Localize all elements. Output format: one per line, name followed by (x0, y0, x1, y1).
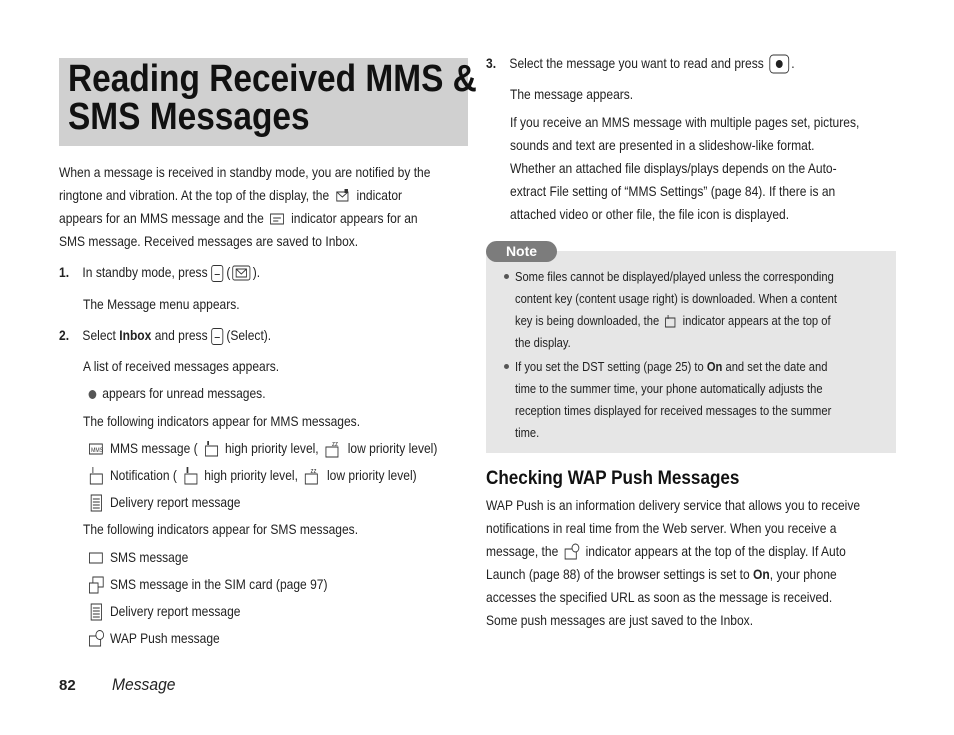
wap-paragraph (486, 494, 921, 632)
center-key-icon (769, 54, 790, 74)
note-label: Note (486, 241, 557, 262)
note-line: time. (515, 425, 540, 440)
step-1: 1. In standby mode, press ( ). (59, 264, 261, 280)
note-line: key is being downloaded, the indicator appears at the top of (515, 313, 831, 328)
bullet-icon (504, 274, 509, 279)
wap-push-icon (88, 629, 105, 649)
step-3-line: Whether an attached file displays/plays depends on the Auto- (510, 160, 837, 176)
wap-push-icon (563, 543, 580, 561)
mms-notify-icon (334, 188, 351, 204)
wap-line: notifications in real time from the Web server. When you receive a (486, 520, 837, 536)
intro-line: SMS message. Received messages are saved to Inbox. (59, 233, 359, 249)
delivery-report-icon (88, 493, 105, 513)
intro-line: ringtone and vibration. At the top of the display, the indicator (59, 187, 403, 203)
step-3-paragraph (510, 111, 916, 226)
note-line: If you set the DST setting (page 25) to On and set the date and (515, 359, 828, 374)
unread-dot-icon (88, 389, 97, 400)
step-3-line: If you receive an MMS message with multiple pages set, pictures, (510, 114, 860, 130)
svg-text:zz: zz (310, 467, 317, 476)
note-line: content key (content usage right) is downloaded. When a content (515, 291, 837, 306)
note-line: the display. (515, 335, 571, 350)
mms-indicators-intro: The following indicators appear for MMS messages. (83, 413, 361, 429)
soft-key-icon (211, 328, 223, 345)
wap-line: accesses the specified URL as soon as the message is received. (486, 589, 833, 605)
note-line: Some files cannot be displayed/played unless the corresponding (515, 269, 834, 284)
sms-indicators-intro: The following indicators appear for SMS messages. (83, 521, 359, 537)
note-line: time to the summer time, your phone automatically adjusts the (515, 381, 823, 396)
step-3: 3. Select the message you want to read and press . (486, 52, 795, 75)
sim-card-icon (88, 575, 105, 595)
page-title: Reading Received MMS & SMS Messages (68, 58, 477, 138)
wap-line: message, the indicator appears at the top of the display. If Auto (486, 540, 860, 563)
step-2: 2. Select Inbox and press (Select). (59, 327, 272, 343)
mail-key-icon (232, 265, 251, 281)
notification-row: Notification ( high priority level, zz low priority level) (86, 464, 417, 487)
note-line: reception times displayed for received messages to the summer (515, 403, 832, 418)
mms-message-row: MMS MMS message ( high priority level, zz low priority level) (86, 437, 437, 460)
content-key-download-icon (664, 314, 678, 330)
unread-line: appears for unread messages. (86, 382, 266, 405)
delivery-report-icon (88, 602, 105, 622)
section-heading: Checking WAP Push Messages (486, 468, 740, 489)
mms-high-priority-icon (203, 440, 220, 458)
sms-sim-row: SMS message in the SIM card (page 97) (86, 573, 327, 596)
svg-text:MMS: MMS (91, 448, 104, 455)
wap-push-row: WAP Push message (86, 627, 220, 650)
notification-low-priority-icon (303, 466, 322, 486)
mms-delivery-report-row: Delivery report message (86, 491, 240, 514)
intro-paragraph (59, 161, 491, 253)
svg-text:zz: zz (332, 440, 339, 449)
page-number: 82 (59, 677, 76, 694)
section-name: Message (112, 675, 176, 694)
step-2-result: A list of received messages appears. (83, 358, 280, 374)
mms-icon (88, 442, 105, 456)
intro-line: When a message is received in standby mode, you are notified by the (59, 164, 431, 180)
bullet-icon (504, 364, 509, 369)
intro-line: appears for an MMS message and the indicator appears for an (59, 210, 418, 226)
wap-line: WAP Push is an information delivery service that allows you to receive (486, 497, 861, 513)
sms-icon (88, 551, 105, 565)
wap-line: Launch (page 88) of the browser settings is set to On, your phone (486, 566, 837, 582)
sms-indicator-icon (269, 212, 286, 226)
notification-icon (88, 466, 105, 486)
wap-line: Some push messages are just saved to the Inbox. (486, 612, 754, 628)
step-3-line: extract File setting of “MMS Settings” (page 84). If there is an (510, 183, 836, 199)
sms-delivery-report-row: Delivery report message (86, 600, 240, 623)
sms-message-row: SMS message (86, 546, 188, 569)
step-3-result: The message appears. (510, 86, 634, 102)
step-3-line: attached video or other file, the file icon is displayed. (510, 206, 790, 222)
notification-high-priority-icon (182, 466, 199, 486)
step-3-line: sounds and text are presented in a slideshow-like format. (510, 137, 815, 153)
mms-low-priority-icon (324, 439, 343, 459)
soft-key-icon (211, 265, 223, 282)
step-1-result: The Message menu appears. (83, 296, 240, 312)
